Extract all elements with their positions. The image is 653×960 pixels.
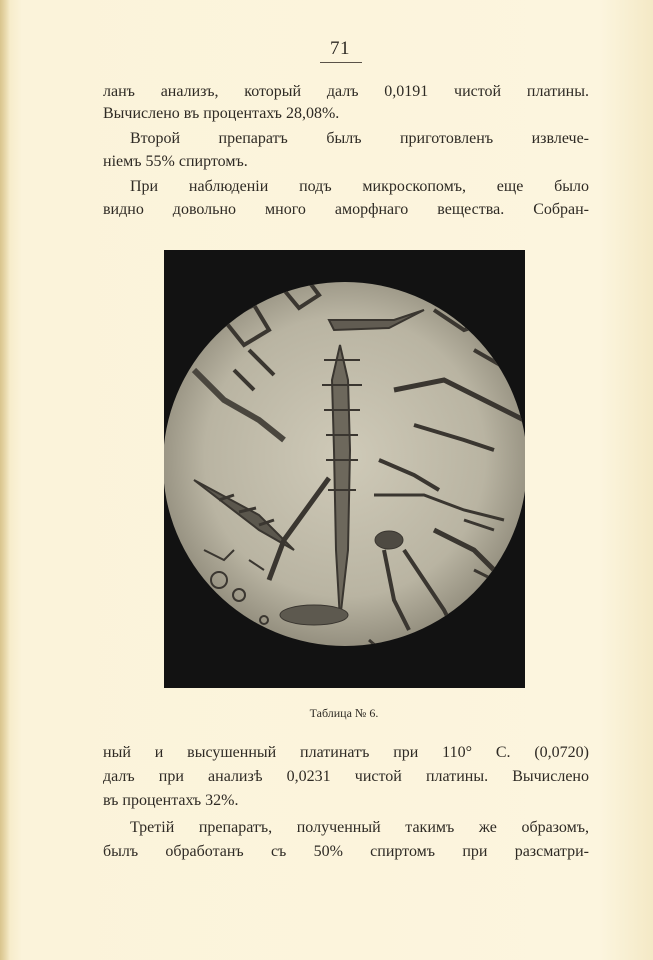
page-edge-shadow (0, 0, 10, 960)
page-number-rule (320, 62, 362, 63)
text-line-1: ланъ анализъ, который далъ 0,0191 чистой платины. (103, 83, 589, 100)
text-line-4: ніемъ 55% спиртомъ. (103, 153, 248, 170)
text-line-8: далъ при анализѣ 0,0231 чистой платины. Вычислено (103, 768, 589, 785)
text-line-3: Второй препаратъ былъ приготовленъ извлече- (130, 130, 589, 147)
text-line-6: видно довольно много аморфнаго вещества. Собран- (103, 201, 589, 218)
text-line-5: При наблюденіи подъ микроскопомъ, еще было (130, 178, 589, 195)
text-line-10: Третій препаратъ, полученный такимъ же образомъ, (130, 819, 589, 836)
text-line-9: въ процентахъ 32%. (103, 792, 239, 809)
page-number: 71 (330, 38, 350, 59)
micrograph-image (164, 250, 525, 688)
figure-caption: Таблица № 6. (309, 706, 379, 720)
text-line-2: Вычислено въ процентахъ 28,08%. (103, 105, 340, 122)
micrograph-figure (164, 250, 525, 688)
text-line-7: ный и высушенный платинатъ при 110° С. (0,0720) (103, 744, 589, 761)
text-line-11: былъ обработанъ съ 50% спиртомъ при разсматри- (103, 843, 589, 860)
